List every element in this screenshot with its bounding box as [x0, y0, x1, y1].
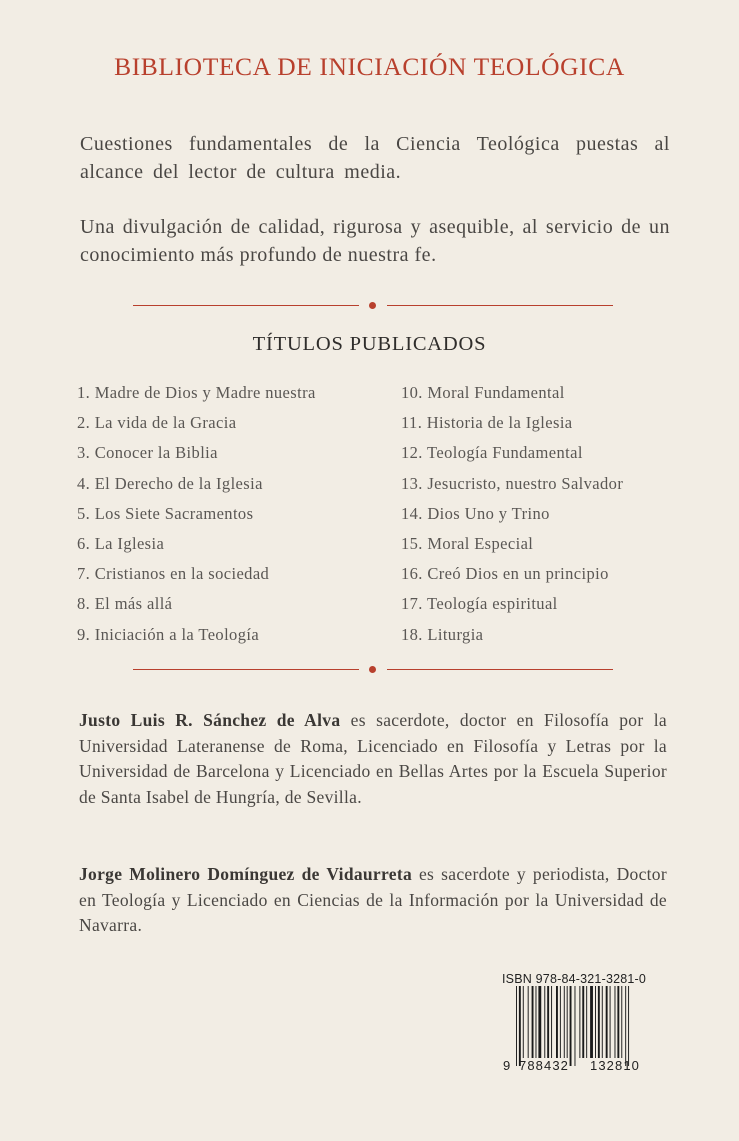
title-item: 10. Moral Fundamental [401, 383, 565, 402]
author-bio-2 [79, 862, 667, 939]
barcode-lead-digit: 9 [503, 1058, 512, 1073]
barcode-bar [556, 986, 558, 1058]
intro-paragraph-1: Cuestiones fundamentales de la Ciencia Teológica puestas al alcance del lector de cultura media. [80, 133, 670, 183]
barcode-bar [560, 986, 561, 1058]
barcode-bar [582, 986, 584, 1058]
title-item: 8. El más allá [77, 594, 173, 614]
divider-line [387, 669, 613, 670]
barcode-bar [628, 986, 629, 1066]
barcode-right-group: 132810 [590, 1058, 640, 1073]
barcode-bar [528, 986, 529, 1058]
titles-list-left [77, 378, 316, 650]
title-item: 14. Dios Uno y Trino [401, 503, 550, 523]
divider-line [133, 669, 359, 670]
divider-line [133, 305, 359, 306]
title-item: 7. Cristianos en la sociedad [77, 564, 270, 584]
title-item: 2. La vida de la Gracia [77, 413, 237, 433]
title-item: 12. Teología Fundamental [401, 443, 583, 463]
barcode-bar [575, 986, 576, 1066]
barcode-bar [586, 986, 587, 1058]
barcode-bar [579, 986, 580, 1058]
barcode-left-group: 788432 [519, 1058, 569, 1073]
barcode-bar [547, 986, 549, 1058]
author-description: es sacerdote y periodista, Doctor en Teología y Licenciado en Ciencias de la Información por la Universidad de Navarra. [79, 864, 667, 936]
barcode-bar [617, 986, 619, 1058]
title-item: 5. Los Siete Sacramentos [77, 503, 254, 523]
title-item: 15. Moral Especial [401, 533, 534, 553]
author-description: es sacerdote, doctor en Filosofía por la Universidad Lateranense de Roma, Licenciado en Filosofía y Letras por la Universidad de Barcelona y Licenciado en Bellas Artes por la Escuela Superior de Santa Isabel de Hungría, de Sevilla. [79, 710, 667, 807]
title-item: 6. La Iglesia [77, 533, 165, 553]
title-item: 1. Madre de Dios y Madre nuestra [77, 383, 316, 402]
barcode-bar [602, 986, 603, 1058]
barcode-bar [523, 986, 524, 1058]
ornamental-divider-bottom [133, 664, 613, 676]
barcode-bar [519, 986, 521, 1066]
titles-heading: TÍTULOS PUBLICADOS [252, 333, 487, 355]
title-item: 16. Creó Dios en un principio [401, 564, 609, 584]
divider-dot-icon [369, 302, 376, 309]
title-item: 3. Conocer la Biblia [77, 443, 218, 463]
barcode-bar [536, 986, 537, 1058]
title-item: 11. Historia de la Iglesia [401, 413, 573, 433]
barcode-bar [598, 986, 600, 1058]
divider-dot-icon [369, 666, 376, 673]
title-item: 4. El Derecho de la Iglesia [77, 473, 263, 493]
title-item: 18. Liturgia [401, 624, 484, 644]
barcode-bar [615, 986, 616, 1058]
barcode-bar [595, 986, 596, 1058]
isbn-label: ISBN 978-84-321-3281-0 [502, 972, 647, 986]
barcode-bar [516, 986, 517, 1066]
barcode-bar [532, 986, 534, 1058]
barcode-bar [570, 986, 572, 1066]
barcode-bar [564, 986, 565, 1058]
barcode-bar [590, 986, 593, 1058]
barcode-bar [551, 986, 552, 1058]
title-item: 17. Teología espiritual [401, 594, 558, 614]
series-title: BIBLIOTECA DE INICIACIÓN TEOLÓGICA [114, 52, 625, 81]
divider-line [387, 305, 613, 306]
title-item: 9. Iniciación a la Teología [77, 624, 260, 644]
ornamental-divider-top [133, 300, 613, 312]
author-name: Jorge Molinero Domínguez de Vidaurreta [79, 864, 412, 884]
barcode-bar [621, 986, 622, 1058]
titles-list-right [401, 378, 623, 650]
barcode-bar [610, 986, 611, 1058]
title-item: 13. Jesucristo, nuestro Salvador [401, 473, 624, 493]
barcode-bar [567, 986, 568, 1058]
author-name: Justo Luis R. Sánchez de Alva [79, 710, 341, 730]
barcode-bar [606, 986, 608, 1058]
barcode-bar [544, 986, 545, 1058]
barcode-bar [625, 986, 626, 1066]
intro-paragraph-2: Una divulgación de calidad, rigurosa y asequible, al servicio de un conocimiento más profundo de nuestra fe. [80, 216, 670, 266]
author-bio-1 [79, 708, 667, 810]
barcode-bar [538, 986, 541, 1058]
